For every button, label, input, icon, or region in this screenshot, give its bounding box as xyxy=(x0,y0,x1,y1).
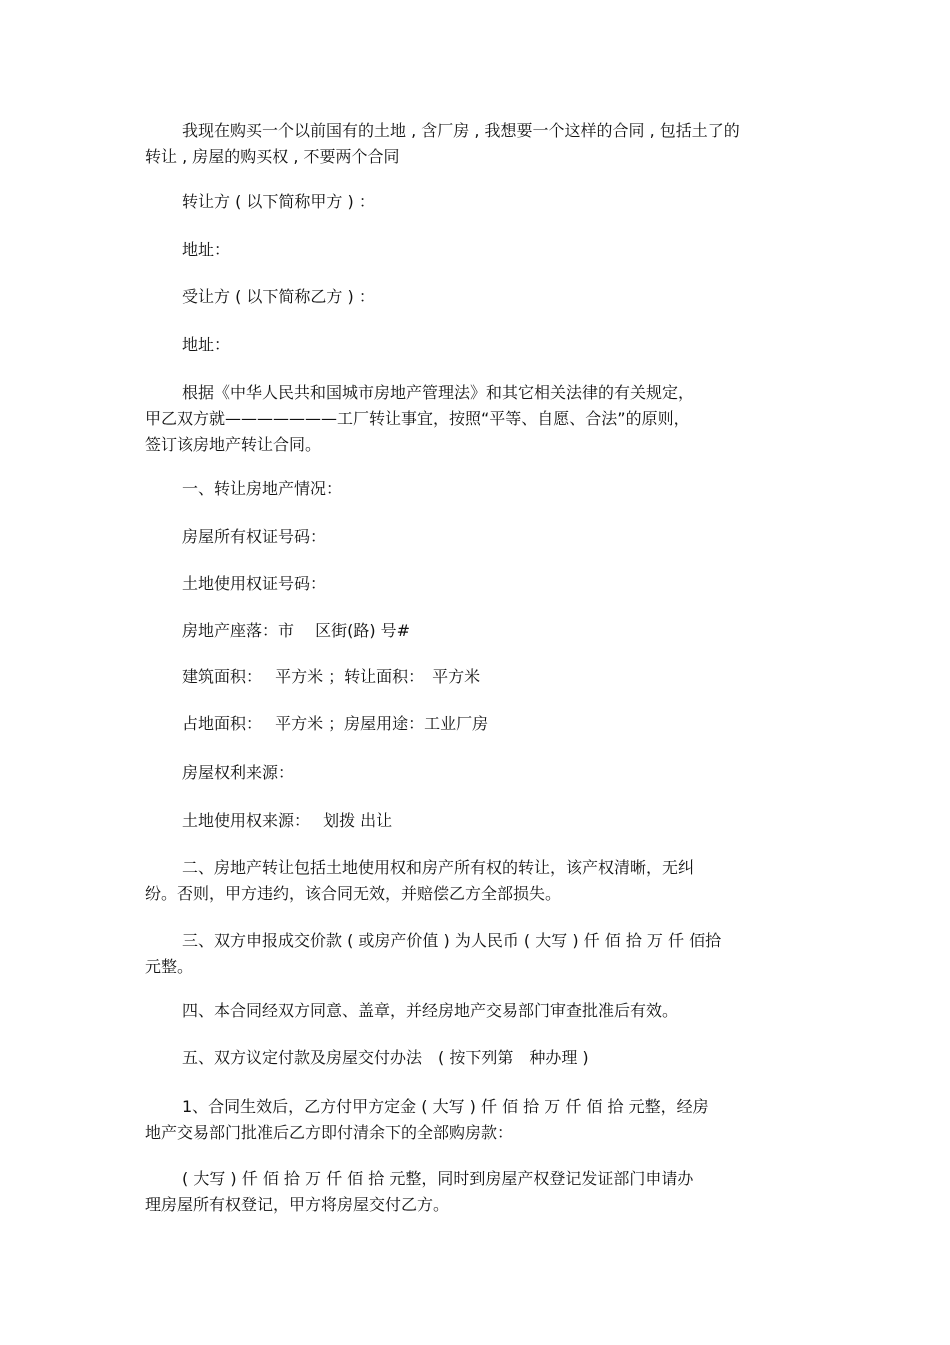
legal-basis-paragraph xyxy=(145,380,805,458)
section-5-heading xyxy=(145,1045,805,1071)
text-line: 我现在购买一个以前国有的土地 , 含厂房 , 我想要一个这样的合同 , 包括土了的 xyxy=(182,121,740,140)
text-line: 建筑面积： 平方米 ；转让面积： 平方米 xyxy=(182,667,481,686)
text-line: 土地使用权来源： 划拨 出让 xyxy=(182,811,393,830)
house-rights-source-label xyxy=(145,760,805,786)
transferee-address-label xyxy=(145,332,805,358)
text-line: 1、合同生效后，乙方付甲方定金 ( 大写 ) 仟 佰 拾 万 仟 佰 拾 元整，经房 xyxy=(182,1097,709,1116)
land-rights-source-line xyxy=(145,808,805,834)
text-line: 根据《中华人民共和国城市房地产管理法》和其它相关法律的有关规定， xyxy=(182,383,695,402)
section-2-paragraph xyxy=(145,855,805,907)
text-line: 土地使用权证号码： xyxy=(182,574,327,593)
text-line: 纷。否则，甲方违约，该合同无效，并赔偿乙方全部损失。 xyxy=(145,884,562,903)
section-3-paragraph xyxy=(145,928,805,980)
text-line: 房地产座落：市 区街(路) 号# xyxy=(182,621,411,640)
text-line: 二、房地产转让包括土地使用权和房产所有权的转让，该产权清晰，无纠 xyxy=(182,858,695,877)
intro-paragraph xyxy=(145,118,805,170)
text-line: 地址： xyxy=(182,240,231,259)
text-line: 签订该房地产转让合同。 xyxy=(145,435,322,454)
payment-option-1-paragraph xyxy=(145,1094,805,1146)
building-area-line xyxy=(145,664,805,690)
land-cert-number-label xyxy=(145,571,805,597)
transferor-address-label xyxy=(145,237,805,263)
land-area-line xyxy=(145,711,805,737)
section-4-paragraph xyxy=(145,998,805,1024)
property-location-label xyxy=(145,618,805,644)
text-line: ( 大写 ) 仟 佰 拾 万 仟 佰 拾 元整，同时到房屋产权登记发证部门申请办 xyxy=(182,1169,694,1188)
section-1-heading xyxy=(145,476,805,502)
text-line: 理房屋所有权登记，甲方将房屋交付乙方。 xyxy=(145,1195,450,1214)
text-line: 房屋所有权证号码： xyxy=(182,527,327,546)
text-line: 五、双方议定付款及房屋交付办法 ( 按下列第 种办理 ) xyxy=(182,1048,589,1067)
text-line: 地址： xyxy=(182,335,231,354)
text-line: 四、本合同经双方同意、盖章，并经房地产交易部门审查批准后有效。 xyxy=(182,1001,679,1020)
text-line: 受让方 ( 以下简称乙方 ) ： xyxy=(182,287,375,306)
transferor-label xyxy=(145,189,805,215)
text-line: 转让 , 房屋的购买权 , 不要两个合同 xyxy=(145,147,400,166)
text-line: 一、转让房地产情况： xyxy=(182,479,343,498)
text-line: 转让方 ( 以下简称甲方 ) ： xyxy=(182,192,375,211)
text-line: 元整。 xyxy=(145,957,194,976)
text-line: 地产交易部门批准后乙方即付清余下的全部购房款： xyxy=(145,1123,514,1142)
text-line: 三、双方申报成交价款 ( 或房产价值 ) 为人民币 ( 大写 ) 仟 佰 拾 万 仟 佰拾 xyxy=(182,931,722,950)
transferee-label xyxy=(145,284,805,310)
house-cert-number-label xyxy=(145,524,805,550)
text-line: 房屋权利来源： xyxy=(182,763,295,782)
payment-option-1-continued xyxy=(145,1166,805,1218)
text-line: 占地面积： 平方米 ；房屋用途：工业厂房 xyxy=(182,714,489,733)
text-line: 甲乙双方就———————工厂转让事宜，按照“平等、自愿、合法”的原则， xyxy=(145,409,690,428)
